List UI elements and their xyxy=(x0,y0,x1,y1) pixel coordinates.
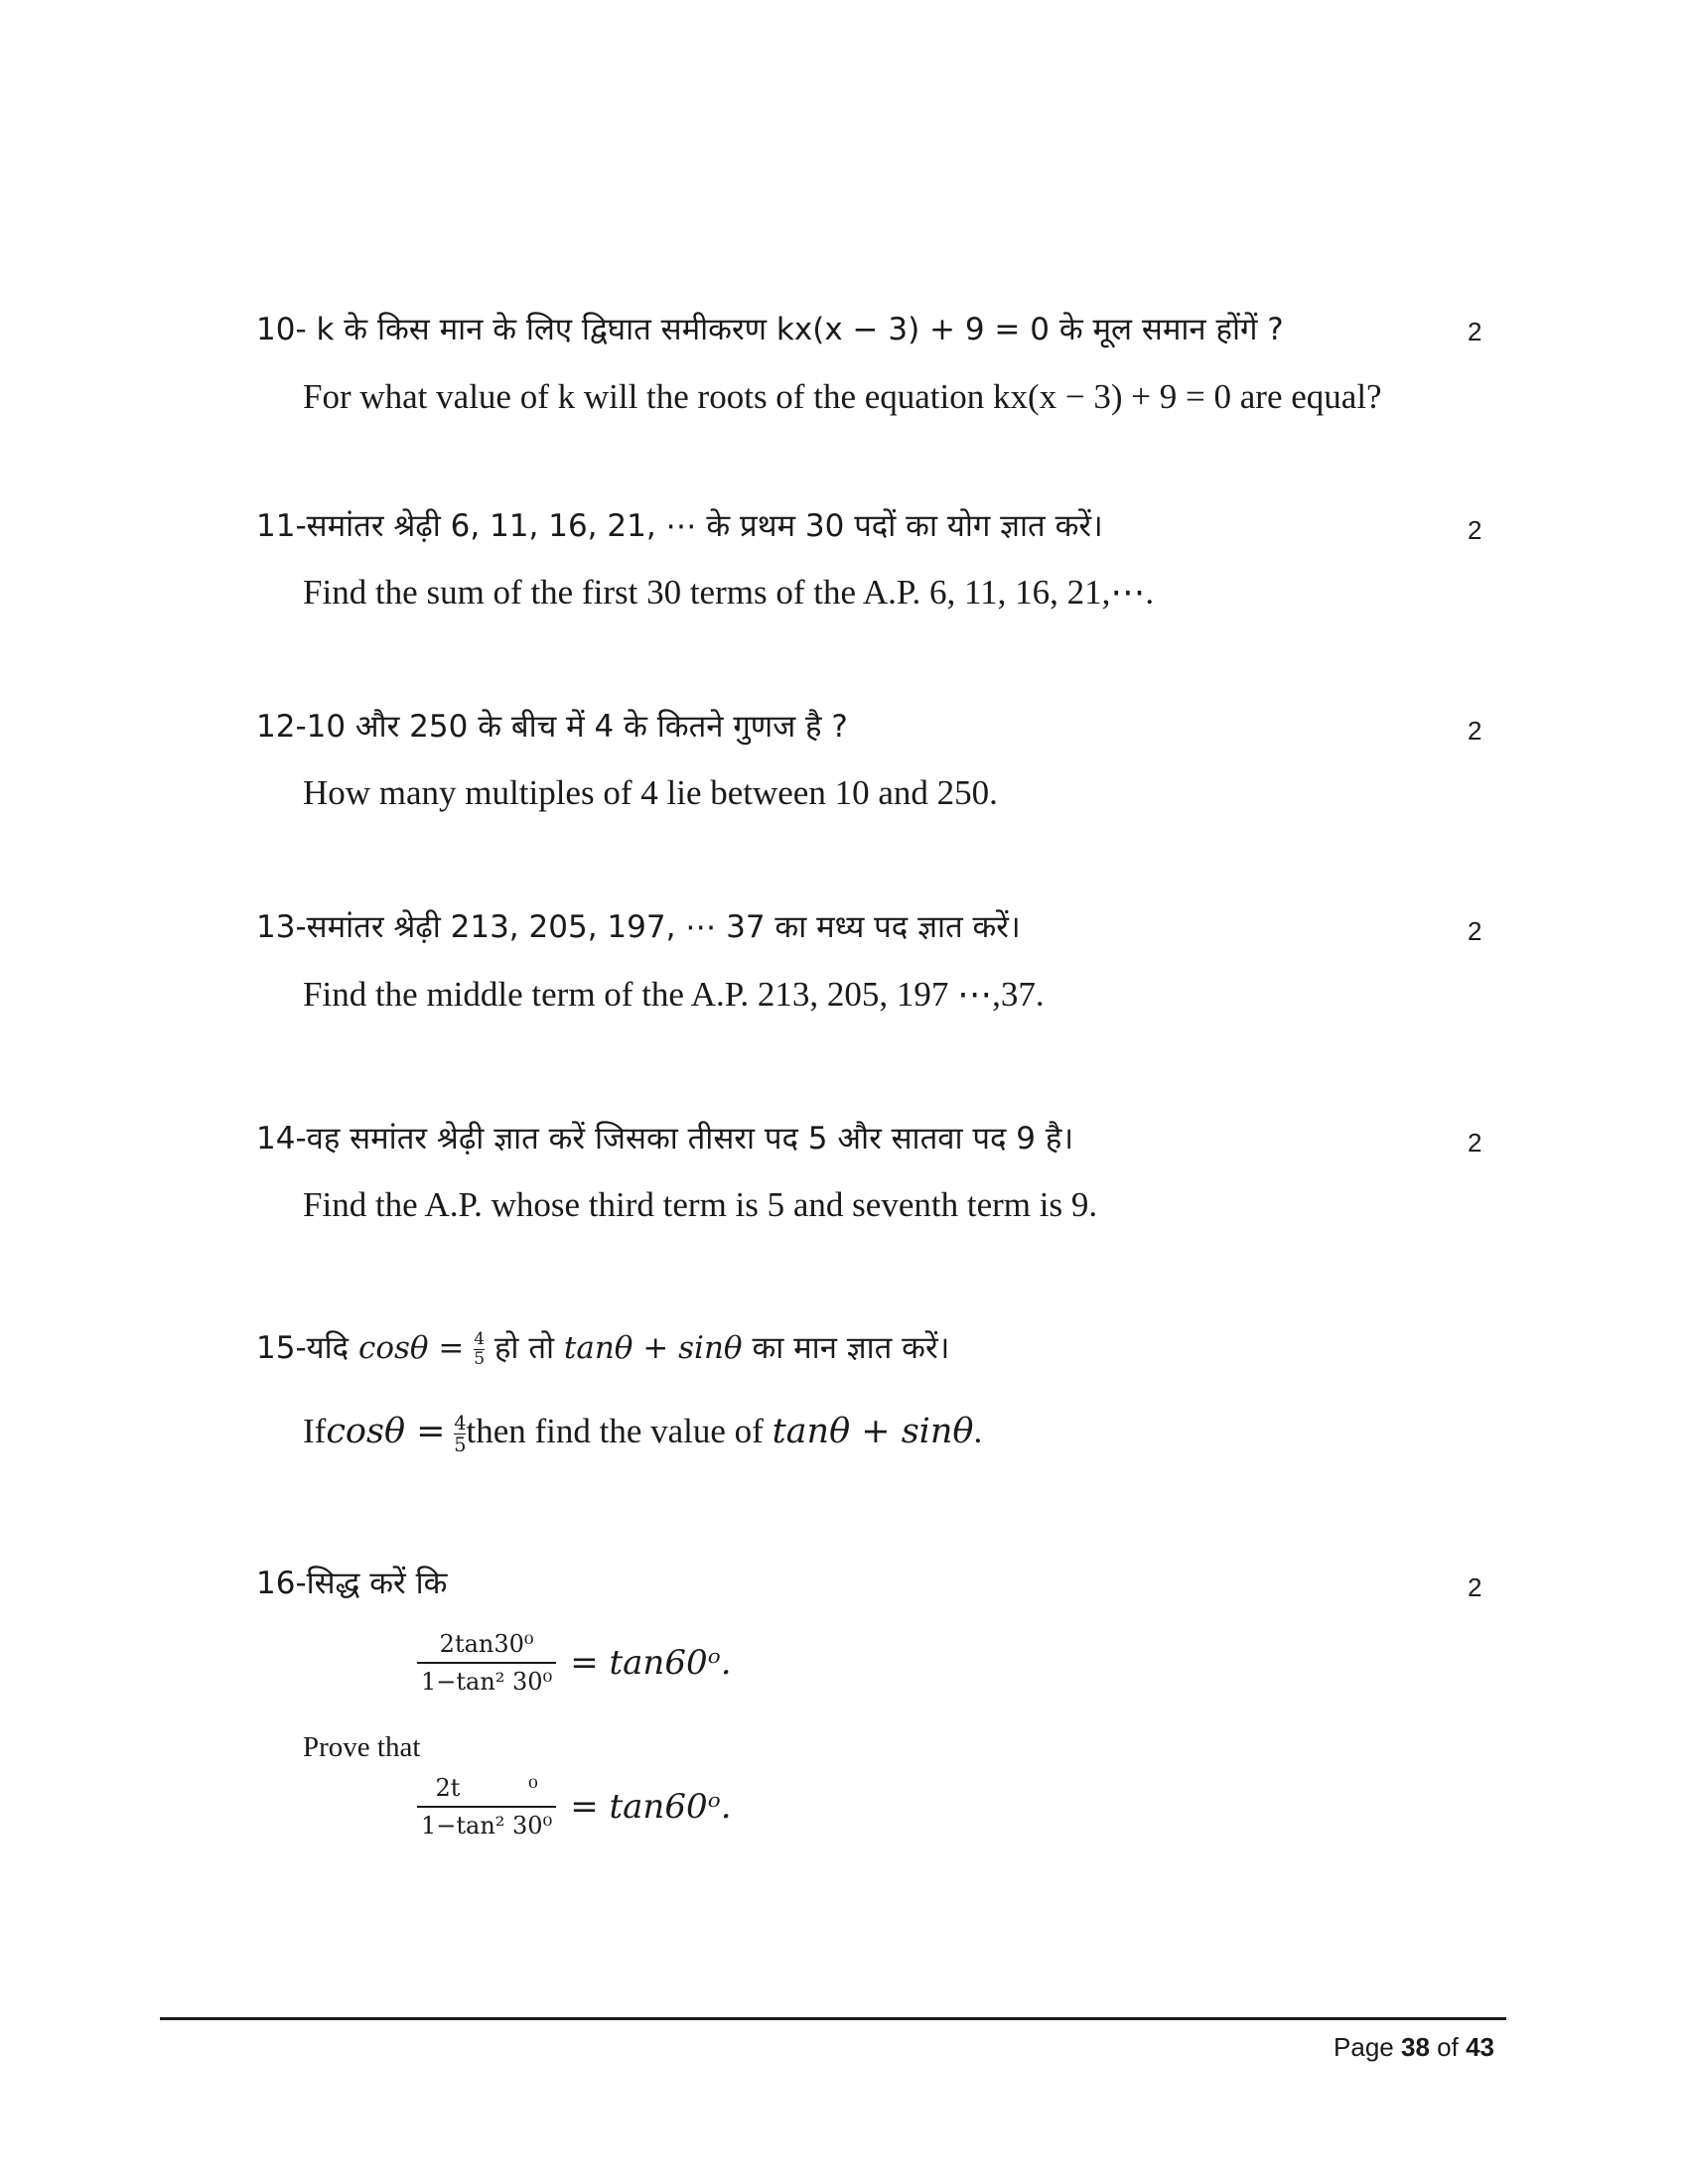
question-15-english xyxy=(303,1410,982,1456)
question-14-english: Find the A.P. whose third term is 5 and seventh term is 9. xyxy=(303,1185,1098,1224)
page-current: 38 xyxy=(1401,2032,1430,2062)
page-number xyxy=(1334,2030,1494,2064)
equation-1-denominator: 1−tan² 30⁰ xyxy=(417,1662,556,1698)
question-15-hindi xyxy=(256,1328,949,1369)
question-16-marks: 2 xyxy=(1468,1572,1482,1602)
question-12-hindi: 12-10 और 250 के बीच में 4 के कितने गुणज है ? xyxy=(256,709,848,745)
question-15-english-expr: tanθ + sinθ xyxy=(772,1412,974,1451)
equation-1-numerator: 2tan30⁰ xyxy=(439,1630,534,1658)
question-11-hindi: 11-समांतर श्रेढ़ी 6, 11, 16, 21, ⋯ के प्रथम 30 पदों का योग ज्ञात करें। xyxy=(256,508,1103,544)
footer-divider xyxy=(160,2017,1506,2020)
of-word: of xyxy=(1437,2032,1459,2062)
question-15-english-suffix: . xyxy=(973,1412,983,1450)
equation-2-numerator: 2t ⁰ xyxy=(435,1774,538,1802)
page-total: 43 xyxy=(1466,2032,1494,2062)
equation-2 xyxy=(417,1772,732,1842)
equation-2-fraction xyxy=(417,1772,556,1842)
fraction-four-fifths: $\frac{4}{5}$ xyxy=(474,1329,486,1369)
fraction-four-fifths-en: $\frac{4}{5}$ xyxy=(454,1412,467,1457)
question-14-marks: 2 xyxy=(1468,1128,1482,1158)
page-word: Page xyxy=(1334,2032,1394,2062)
equation-1-fraction xyxy=(417,1628,556,1698)
equation-2-rhs: = tan60ᵒ. xyxy=(570,1787,732,1827)
question-11-marks: 2 xyxy=(1468,515,1482,545)
question-10-english: For what value of k will the roots of the equation kx(x − 3) + 9 = 0 are equal? xyxy=(303,377,1382,416)
question-15-hindi-suffix: का मान ज्ञात करें। xyxy=(752,1330,950,1366)
question-15-hindi-mid: हो तो xyxy=(493,1330,555,1366)
question-13-hindi: 13-समांतर श्रेढ़ी 213, 205, 197, ⋯ 37 का मध्य पद ज्ञात करें। xyxy=(256,909,1021,945)
question-16-hindi: 16-सिद्ध करें कि xyxy=(256,1566,448,1601)
question-15-english-prefix: If xyxy=(303,1412,327,1450)
question-14-hindi: 14-वह समांतर श्रेढ़ी ज्ञात करें जिसका तीसरा पद 5 और सातवा पद 9 है। xyxy=(256,1121,1074,1157)
question-15-hindi-prefix: 15-यदि xyxy=(256,1330,350,1366)
question-12-marks: 2 xyxy=(1468,716,1482,746)
equation-2-denominator: 1−tan² 30⁰ xyxy=(417,1806,556,1842)
question-12-english: How many multiples of 4 lie between 10 and 250. xyxy=(303,773,998,812)
equation-1 xyxy=(417,1628,732,1698)
question-11-english: Find the sum of the first 30 terms of the A.P. 6, 11, 16, 21,⋯. xyxy=(303,573,1155,612)
question-13-english: Find the middle term of the A.P. 213, 205, 197 ⋯,37. xyxy=(303,975,1045,1014)
question-10-hindi: 10- k के किस मान के लिए द्विघात समीकरण kx(x − 3) + 9 = 0 के मूल समान होंगें ? xyxy=(256,312,1284,347)
question-16-english: Prove that xyxy=(303,1731,421,1763)
question-15-hindi-cos: cosθ = xyxy=(357,1330,465,1366)
question-15-english-mid: then find the value of xyxy=(466,1412,764,1450)
question-15-hindi-expr: tanθ + sinθ xyxy=(563,1330,743,1366)
question-13-marks: 2 xyxy=(1468,916,1482,946)
question-10-marks: 2 xyxy=(1468,317,1482,346)
question-15-english-cos: cosθ = xyxy=(326,1412,446,1451)
equation-1-rhs: = tan60ᵒ. xyxy=(570,1643,732,1683)
